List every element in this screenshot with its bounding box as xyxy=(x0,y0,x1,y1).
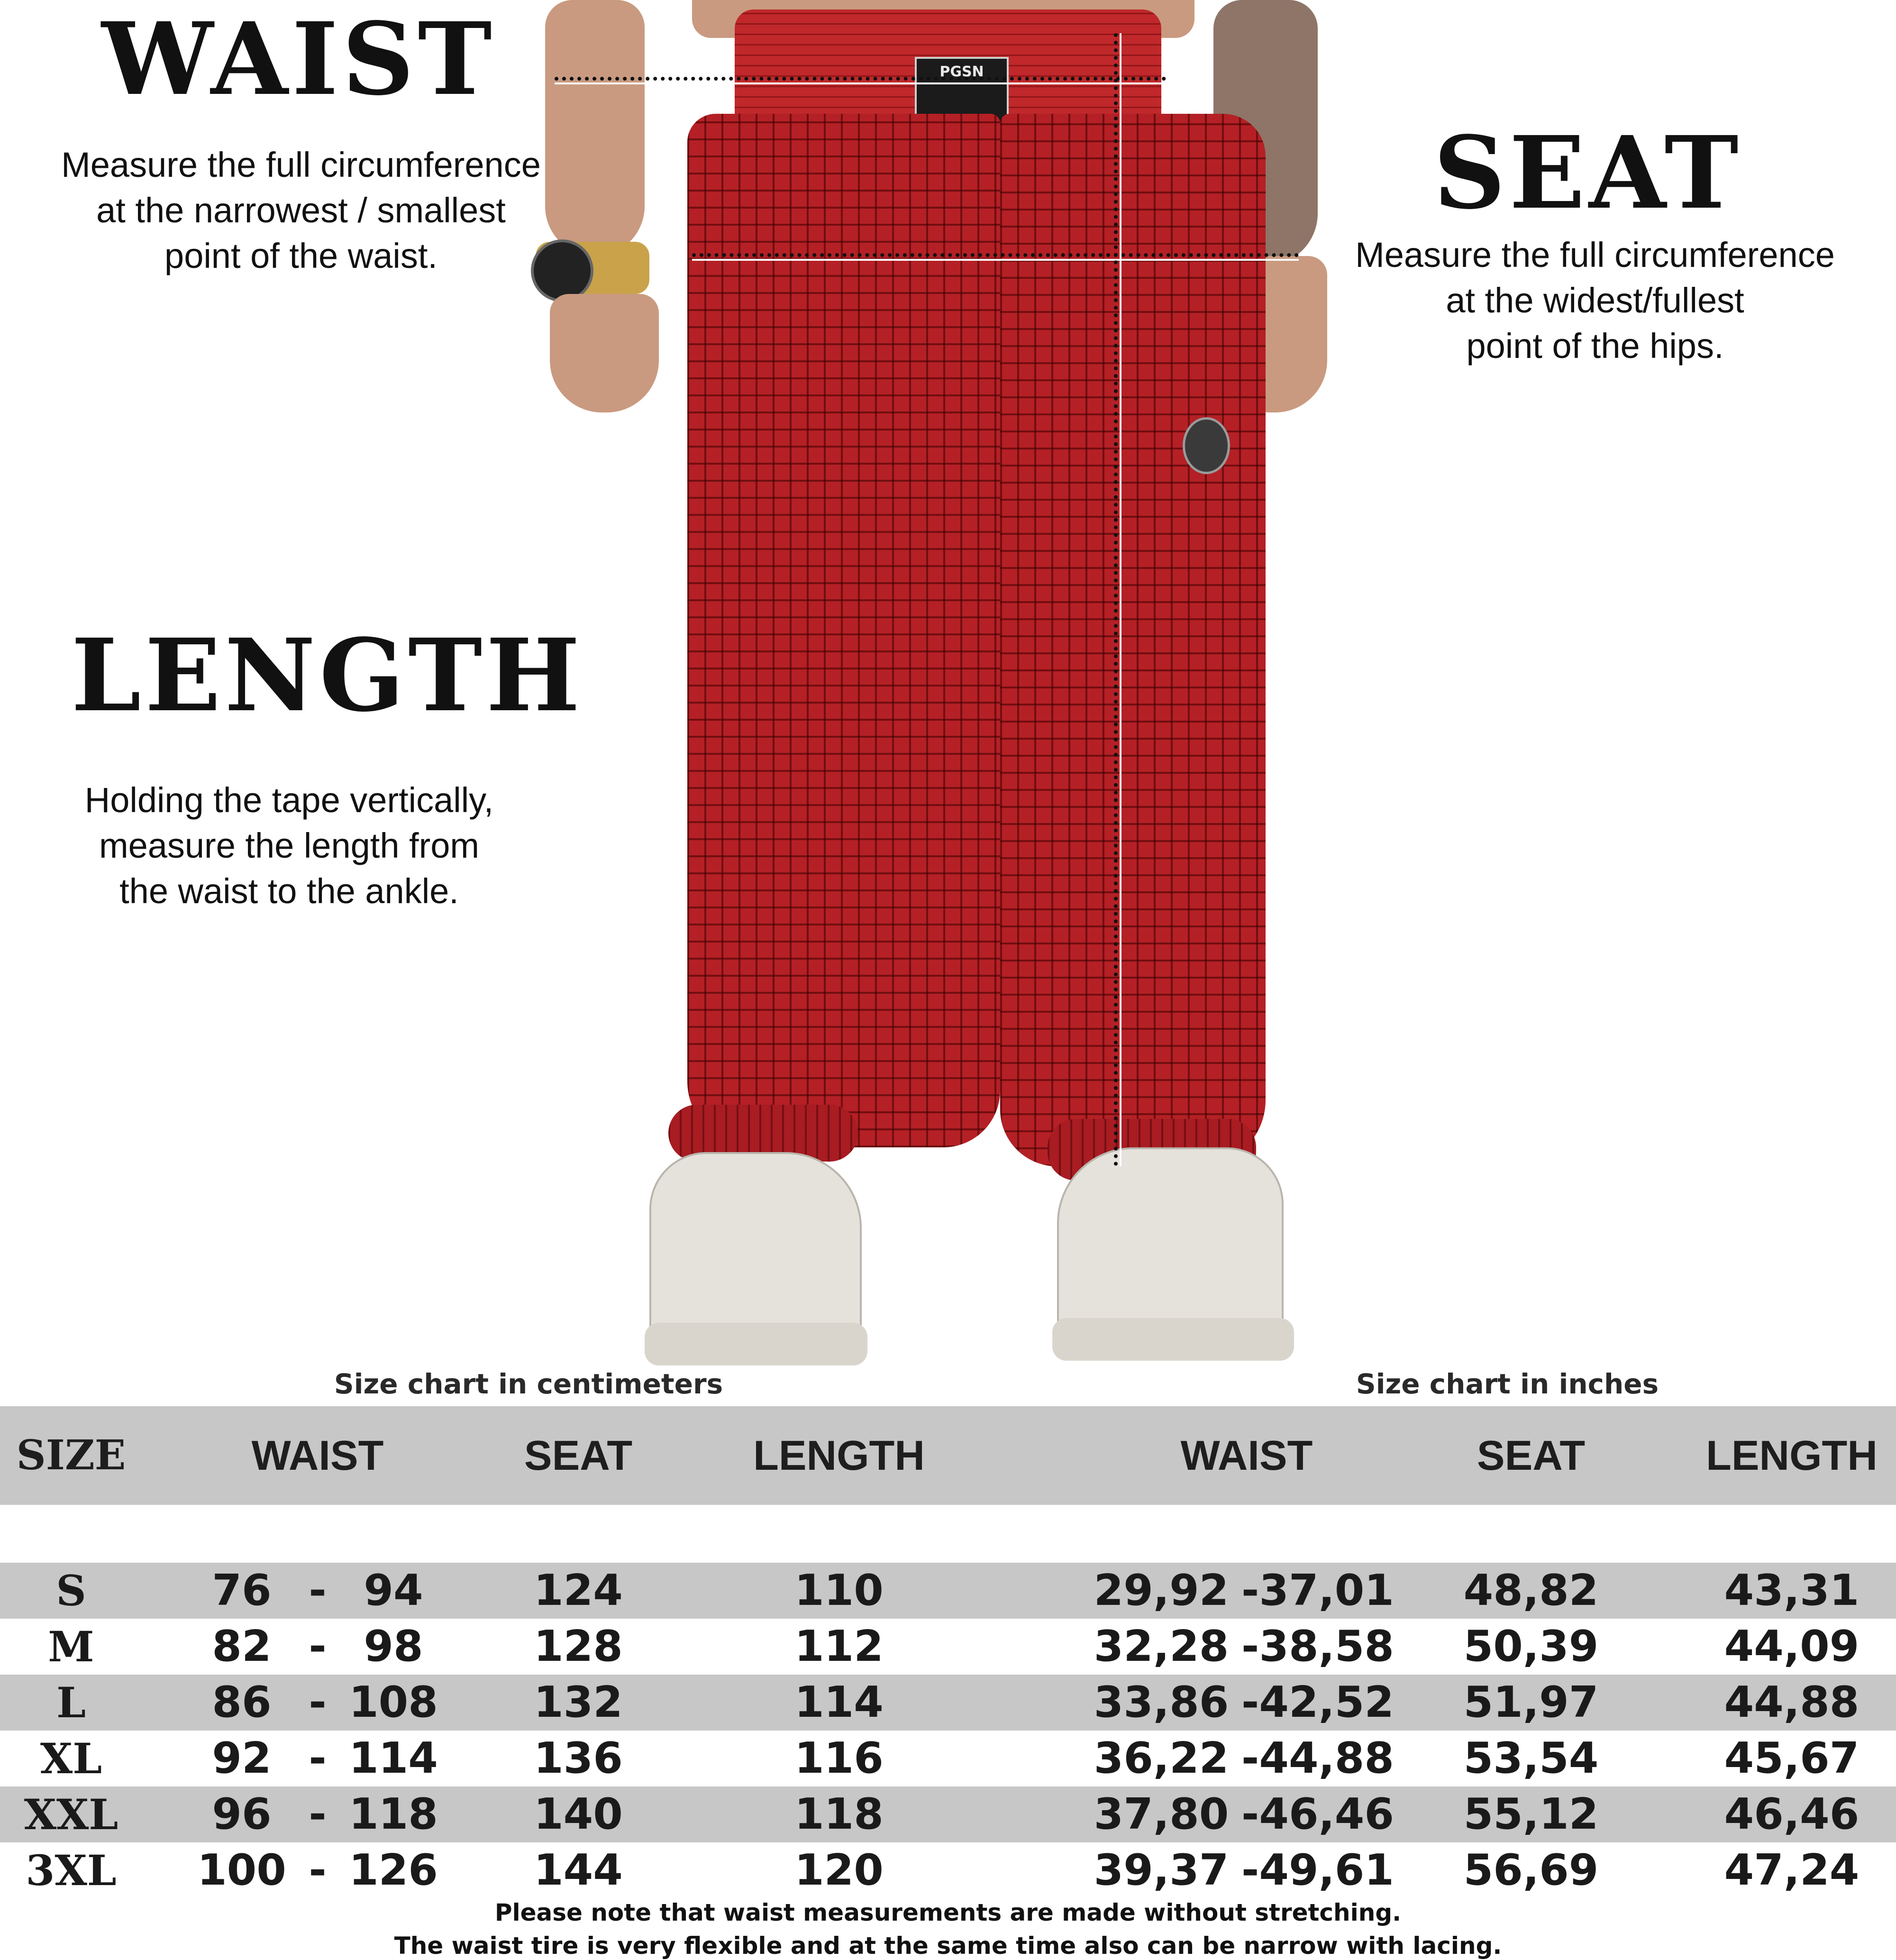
cell-in-seat: 55,12 xyxy=(1463,1789,1599,1839)
table-row xyxy=(0,1786,1896,1842)
cell-cm-waist-min: 92 xyxy=(212,1733,272,1783)
length-description xyxy=(0,778,578,914)
cm-table-caption: Size chart in centimeters xyxy=(334,1368,723,1400)
cell-in-seat: 53,54 xyxy=(1463,1733,1599,1783)
cell-cm-waist-min: 76 xyxy=(212,1566,272,1615)
waist-desc-line-1: Measure the full circumference xyxy=(61,145,541,184)
logo-patch-icon xyxy=(1183,417,1230,474)
cell-cm-waist-max: 98 xyxy=(364,1621,423,1671)
cell-cm-waist-dash: - xyxy=(309,1733,327,1783)
waist-heading: WAIST xyxy=(101,0,496,118)
seat-desc-line-3: point of the hips. xyxy=(1466,326,1724,366)
header-size: SIZE xyxy=(16,1431,126,1479)
waist-measure-line-highlight xyxy=(555,82,1166,84)
cell-in-waist-min: 36,22 xyxy=(1094,1733,1229,1783)
cell-in-length: 43,31 xyxy=(1724,1566,1860,1615)
length-desc-line-2: measure the length from xyxy=(99,826,480,865)
cell-in-waist-max: -42,52 xyxy=(1241,1677,1395,1727)
header-in-waist: WAIST xyxy=(1180,1432,1313,1479)
cell-cm-length: 110 xyxy=(794,1566,884,1615)
footnote-line-2: The waist tire is very flexible and at the same time also can be narrow with lacing. xyxy=(394,1932,1502,1960)
waist-description xyxy=(0,142,602,279)
pant-right-leg xyxy=(1000,114,1266,1166)
cell-cm-waist-dash: - xyxy=(309,1621,327,1671)
cell-cm-length: 118 xyxy=(794,1789,884,1839)
cell-cm-waist-max: 118 xyxy=(349,1789,438,1839)
cell-in-length: 46,46 xyxy=(1724,1789,1860,1839)
cell-size: S xyxy=(56,1566,86,1615)
seat-desc-line-2: at the widest/fullest xyxy=(1446,281,1744,320)
table-row xyxy=(0,1675,1896,1731)
right-sneaker-sole xyxy=(1052,1318,1294,1361)
cell-in-waist-min: 29,92 xyxy=(1094,1566,1229,1615)
seat-measure-line xyxy=(692,253,1299,257)
pant-left-leg xyxy=(687,114,1000,1147)
header-cm-length: LENGTH xyxy=(753,1432,925,1479)
cell-cm-waist-min: 96 xyxy=(212,1789,272,1839)
brand-label-text: PGSN xyxy=(939,64,984,80)
cell-size: L xyxy=(56,1678,86,1727)
cell-in-length: 44,09 xyxy=(1724,1621,1860,1671)
cell-size: XXL xyxy=(24,1790,118,1839)
cell-cm-seat: 124 xyxy=(534,1566,623,1615)
table-row xyxy=(0,1563,1896,1619)
length-desc-line-3: the waist to the ankle. xyxy=(119,871,459,911)
cell-cm-seat: 140 xyxy=(534,1789,623,1839)
cell-in-waist-min: 37,80 xyxy=(1094,1789,1229,1839)
length-heading: LENGTH xyxy=(71,617,584,734)
cell-in-seat: 56,69 xyxy=(1463,1845,1599,1895)
cell-in-seat: 51,97 xyxy=(1463,1677,1599,1727)
cell-in-waist-max: -46,46 xyxy=(1241,1789,1395,1839)
seat-heading: SEAT xyxy=(1433,114,1742,231)
cell-in-length: 47,24 xyxy=(1724,1845,1860,1895)
cell-in-length: 44,88 xyxy=(1724,1677,1860,1727)
seat-description xyxy=(1299,232,1891,369)
cell-cm-waist-dash: - xyxy=(309,1566,327,1615)
cell-in-waist-max: -37,01 xyxy=(1241,1566,1395,1615)
cell-size: M xyxy=(48,1622,94,1671)
cell-in-length: 45,67 xyxy=(1724,1733,1860,1783)
cell-in-waist-min: 39,37 xyxy=(1094,1845,1229,1895)
left-sneaker-sole xyxy=(645,1323,867,1365)
cell-in-waist-max: -44,88 xyxy=(1241,1733,1395,1783)
header-cm-waist: WAIST xyxy=(251,1432,384,1479)
inch-table-caption: Size chart in inches xyxy=(1356,1368,1659,1400)
cell-in-waist-min: 32,28 xyxy=(1094,1621,1229,1671)
waist-desc-line-2: at the narrowest / smallest xyxy=(96,191,506,230)
length-measure-line xyxy=(1114,33,1118,1166)
cell-cm-length: 114 xyxy=(794,1677,884,1727)
seat-measure-line-highlight xyxy=(692,259,1299,261)
footnote-line-1: Please note that waist measurements are made without stretching. xyxy=(494,1899,1402,1926)
cell-cm-waist-dash: - xyxy=(309,1789,327,1839)
watch-face xyxy=(531,239,593,302)
header-in-seat: SEAT xyxy=(1477,1432,1586,1479)
header-cm-seat: SEAT xyxy=(524,1432,633,1479)
table-row xyxy=(0,1619,1896,1675)
cell-in-seat: 48,82 xyxy=(1463,1566,1599,1615)
header-in-length: LENGTH xyxy=(1706,1432,1878,1479)
cell-cm-seat: 132 xyxy=(534,1677,623,1727)
model-left-arm xyxy=(545,0,645,256)
cell-cm-waist-min: 86 xyxy=(212,1677,272,1727)
cell-cm-seat: 136 xyxy=(534,1733,623,1783)
cell-size: XL xyxy=(40,1734,102,1783)
cell-cm-waist-max: 126 xyxy=(349,1845,438,1895)
cell-cm-waist-dash: - xyxy=(309,1845,327,1895)
cell-in-waist-max: -38,58 xyxy=(1241,1621,1395,1671)
cell-in-seat: 50,39 xyxy=(1463,1621,1599,1671)
cell-cm-waist-min: 82 xyxy=(212,1621,272,1671)
product-photo xyxy=(536,0,1370,1375)
length-desc-line-1: Holding the tape vertically, xyxy=(84,780,494,820)
cell-cm-length: 116 xyxy=(794,1733,884,1783)
cell-cm-waist-min: 100 xyxy=(197,1845,286,1895)
length-measure-line-highlight xyxy=(1120,33,1121,1166)
model-left-hand xyxy=(550,294,659,412)
cell-cm-length: 112 xyxy=(794,1621,884,1671)
table-row xyxy=(0,1842,1896,1898)
waist-measure-line xyxy=(555,77,1166,81)
cell-cm-length: 120 xyxy=(794,1845,884,1895)
seat-desc-line-1: Measure the full circumference xyxy=(1355,235,1835,275)
table-row xyxy=(0,1731,1896,1786)
cell-cm-seat: 128 xyxy=(534,1621,623,1671)
cell-cm-waist-max: 108 xyxy=(349,1677,438,1727)
cell-size: 3XL xyxy=(26,1846,117,1895)
waist-desc-line-3: point of the waist. xyxy=(164,236,438,275)
cell-cm-waist-max: 114 xyxy=(349,1733,438,1783)
cell-in-waist-min: 33,86 xyxy=(1094,1677,1229,1727)
cell-in-waist-max: -49,61 xyxy=(1241,1845,1395,1895)
cell-cm-seat: 144 xyxy=(534,1845,623,1895)
cell-cm-waist-max: 94 xyxy=(364,1566,423,1615)
cell-cm-waist-dash: - xyxy=(309,1677,327,1727)
